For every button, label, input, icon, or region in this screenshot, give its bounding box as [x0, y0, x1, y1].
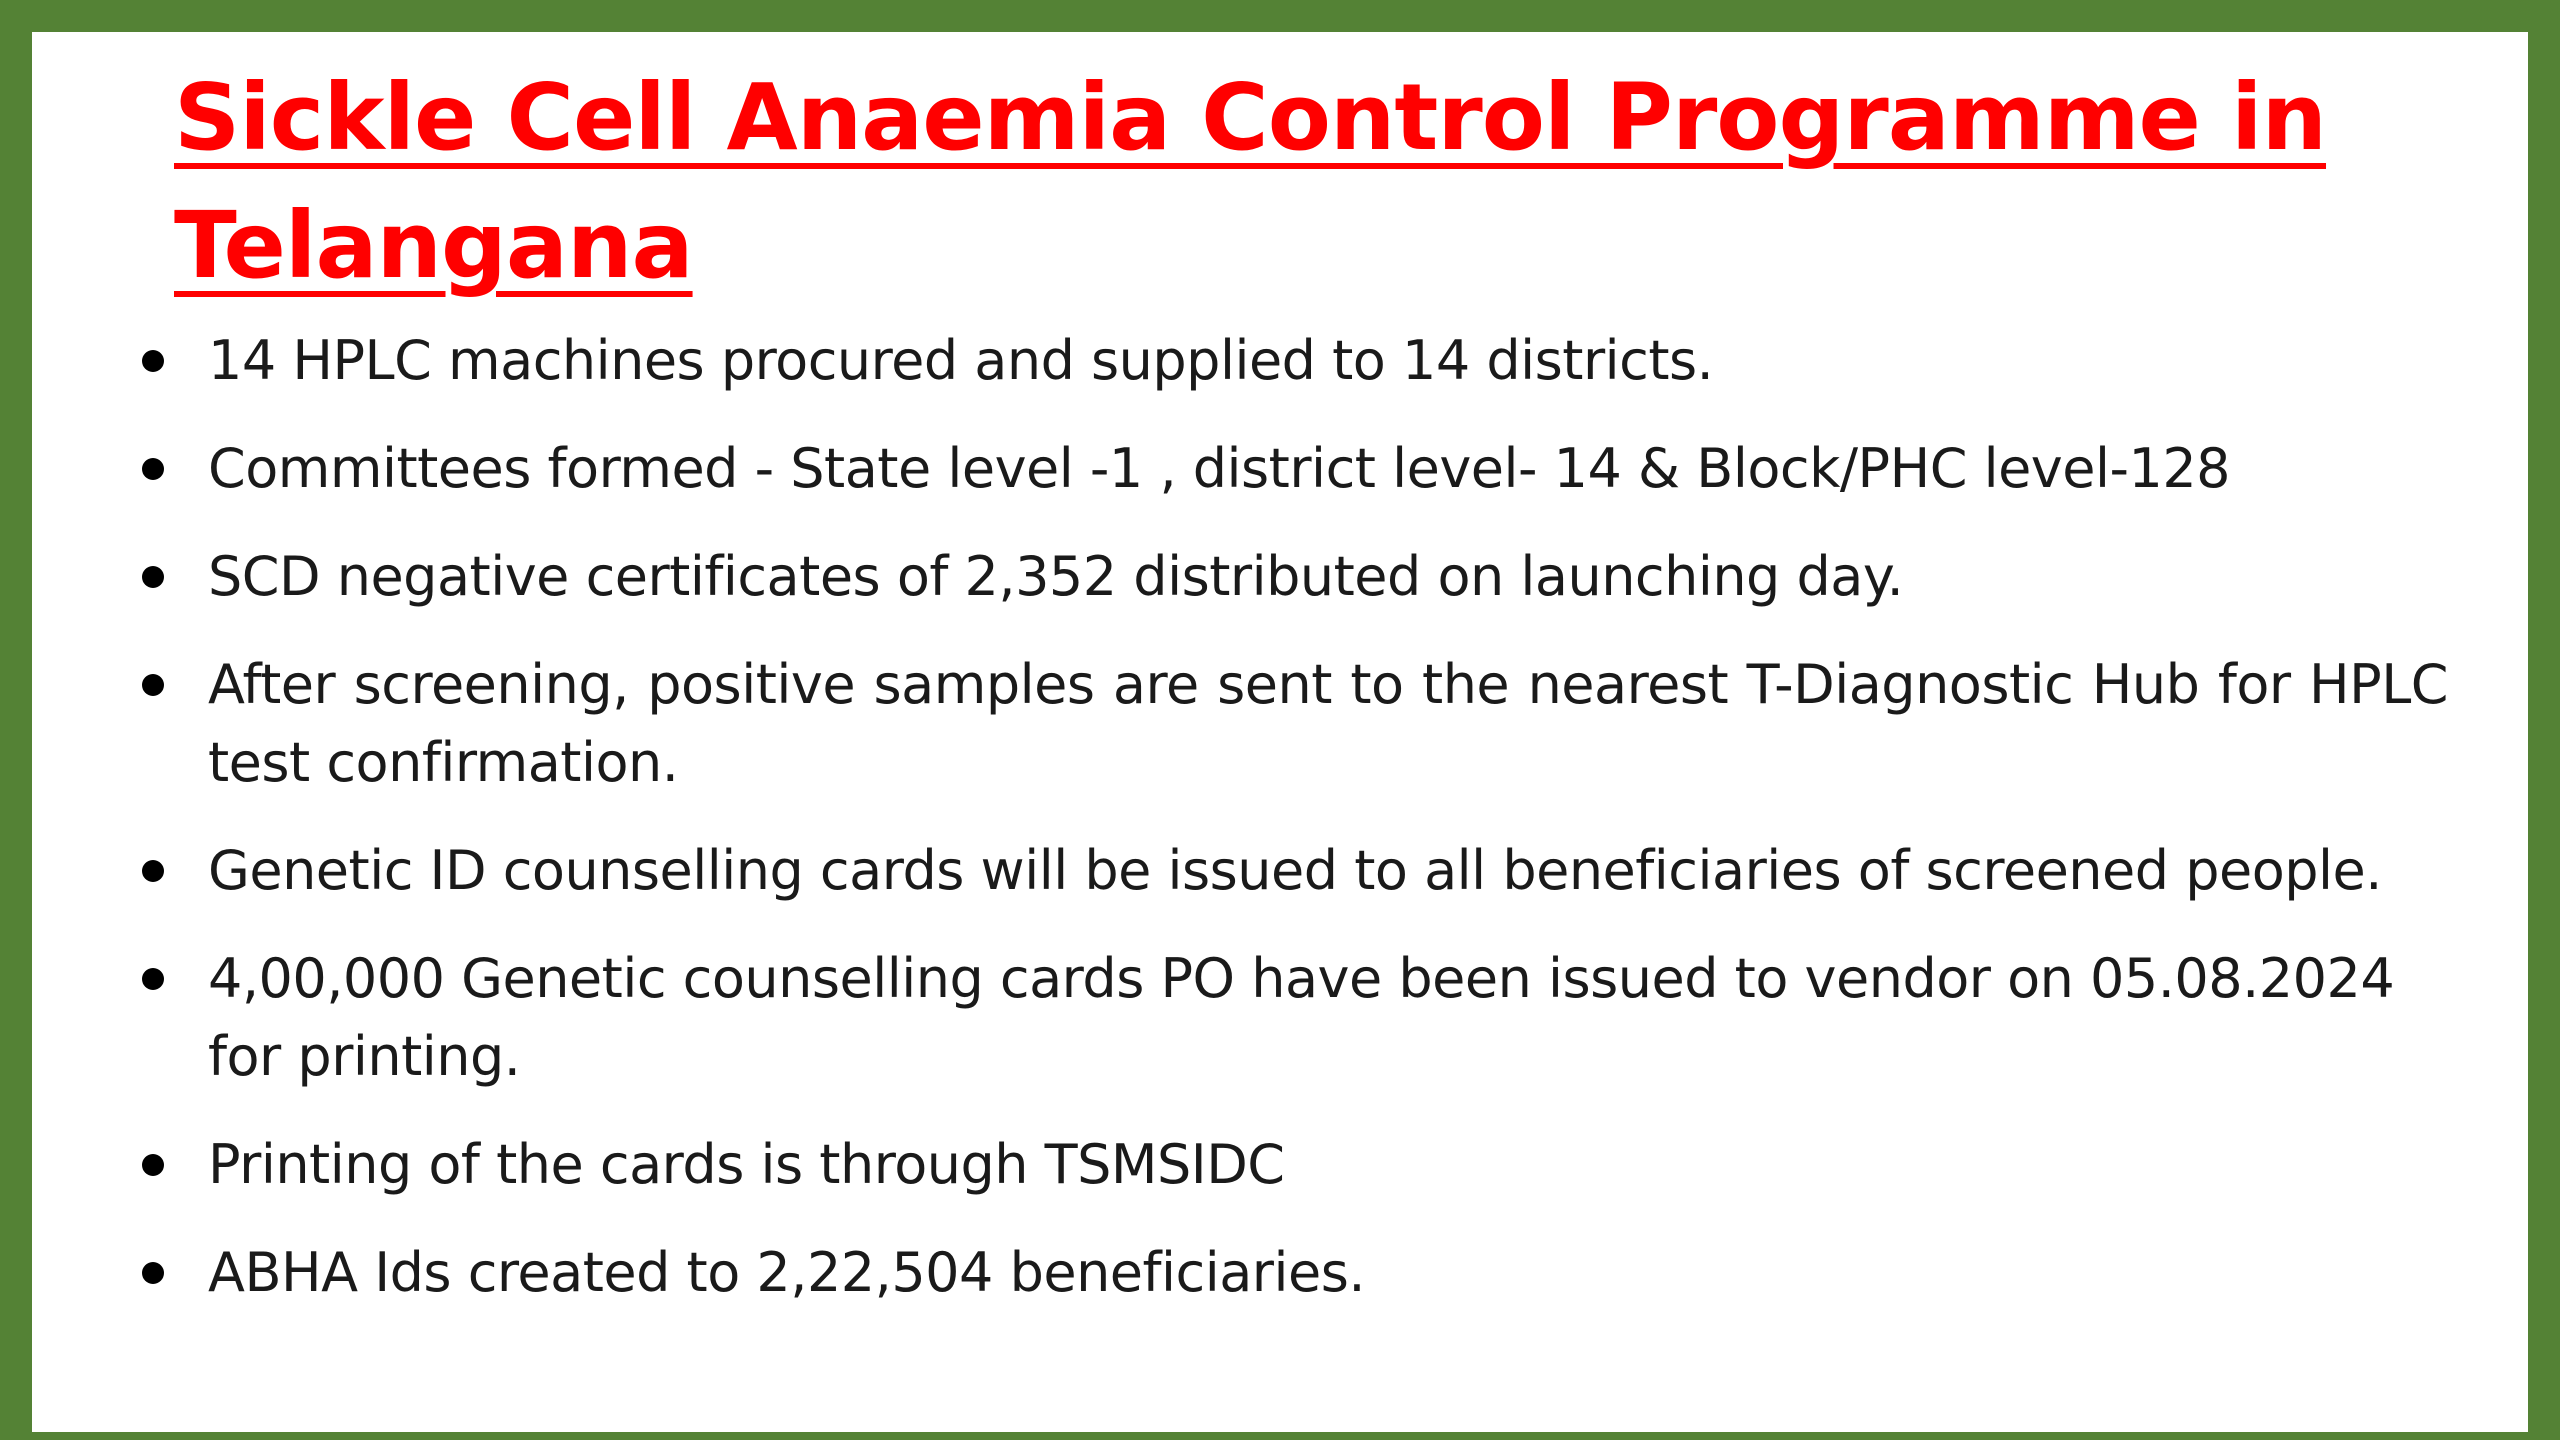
bullet-icon: [142, 674, 164, 696]
bullet-text: 14 HPLC machines procured and supplied to 14 districts.: [208, 329, 1714, 392]
bullet-icon: [142, 1262, 164, 1284]
bullet-item: [32, 940, 2448, 1096]
bullet-item: [32, 1234, 2448, 1312]
bullet-item: [32, 538, 2448, 616]
slide: [32, 32, 2528, 1432]
slide-title: Sickle Cell Anaemia Control Programme in Telangana: [174, 64, 2327, 299]
bullet-icon: [142, 350, 164, 372]
bullet-list: [32, 322, 2528, 1342]
bullet-icon: [142, 458, 164, 480]
bullet-item: [32, 322, 2448, 400]
bullet-text: After screening, positive samples are sent to the nearest T-Diagnostic Hub for HPLC test confirmation.: [208, 653, 2448, 794]
bullet-icon: [142, 860, 164, 882]
bullet-item: [32, 832, 2448, 910]
bullet-text: 4,00,000 Genetic counselling cards PO have been issued to vendor on 05.08.2024 for printing.: [208, 947, 2395, 1088]
bullet-icon: [142, 968, 164, 990]
bullet-text: Committees formed - State level -1 , district level- 14 & Block/PHC level-128: [208, 437, 2231, 500]
bullet-icon: [142, 1154, 164, 1176]
bullet-icon: [142, 566, 164, 588]
bullet-text: SCD negative certificates of 2,352 distributed on launching day.: [208, 545, 1904, 608]
bullet-text: ABHA Ids created to 2,22,504 beneficiaries.: [208, 1241, 1366, 1304]
bullet-item: [32, 1126, 2448, 1204]
bullet-text: Printing of the cards is through TSMSIDC: [208, 1133, 1285, 1196]
bullet-item: [32, 646, 2448, 802]
bullet-text: Genetic ID counselling cards will be issued to all beneficiaries of screened people.: [208, 839, 2382, 902]
bullet-item: [32, 430, 2448, 508]
